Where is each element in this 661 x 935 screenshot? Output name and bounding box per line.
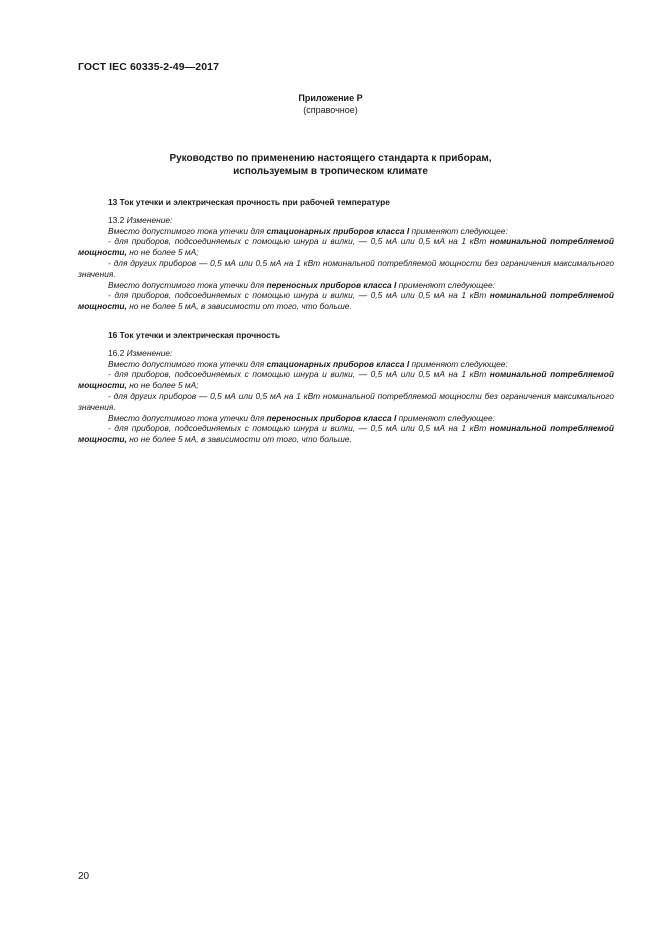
document-title	[0, 153, 661, 178]
paragraph: - для приборов, подсоединяемых с помощью шнура и вилки, — 0,5 мА или 0,5 мА на 1 кВт номинальной потребляемой мощности, но не более 5 мА, в зависимости от того, что больше.	[78, 423, 614, 445]
document-title-line1: Руководство по применению настоящего стандарта к приборам,	[169, 153, 492, 164]
clause-13-2	[78, 215, 614, 226]
document-code: ГОСТ IEC 60335-2-49—2017	[78, 61, 220, 73]
paragraph: - для приборов, подсоединяемых с помощью шнура и вилки, — 0,5 мА или 0,5 мА на 1 кВт номинальной потребляемой мощности, но не более 5 мА, в зависимости от того, что больше.	[78, 290, 614, 312]
section-13	[78, 197, 614, 312]
clause-16-2	[78, 348, 614, 359]
clause-number: 16.2	[108, 347, 125, 358]
annex-header	[0, 92, 661, 116]
paragraph: - для других приборов — 0,5 мА или 0,5 мА на 1 кВт номинальной потребляемой мощности без ограничения максимального значения.	[78, 390, 614, 412]
paragraph: Вместо допустимого тока утечки для стационарных приборов класса I применяют следующее:	[108, 358, 508, 369]
document-title-line2: используемым в тропическом климате	[233, 165, 428, 177]
annex-title: Приложение Р	[298, 93, 363, 103]
page-number: 20	[78, 871, 90, 882]
change-label: Изменение:	[126, 214, 173, 225]
paragraph: Вместо допустимого тока утечки для переносных приборов класса I применяют следующее:	[108, 279, 495, 290]
annex-kind: (справочное)	[303, 105, 358, 115]
section-13-heading: 13 Ток утечки и электрическая прочность при рабочей температуре	[108, 197, 390, 207]
section-16-heading: 16 Ток утечки и электрическая прочность	[108, 330, 281, 340]
change-label: Изменение:	[126, 347, 173, 358]
paragraph: - для приборов, подсоединяемых с помощью шнура и вилки, — 0,5 мА или 0,5 мА на 1 кВт номинальной потребляемой мощности, но не более 5 мА;	[78, 236, 614, 258]
paragraph: Вместо допустимого тока утечки для переносных приборов класса I применяют следующее:	[108, 412, 495, 423]
section-16	[78, 330, 614, 445]
paragraph: Вместо допустимого тока утечки для стационарных приборов класса I применяют следующее:	[108, 225, 508, 236]
clause-number: 13.2	[108, 214, 125, 225]
paragraph: - для других приборов — 0,5 мА или 0,5 мА на 1 кВт номинальной потребляемой мощности без ограничения максимального значения.	[78, 257, 614, 279]
paragraph: - для приборов, подсоединяемых с помощью шнура и вилки, — 0,5 мА или 0,5 мА на 1 кВт номинальной потребляемой мощности, но не более 5 мА;	[78, 369, 614, 391]
